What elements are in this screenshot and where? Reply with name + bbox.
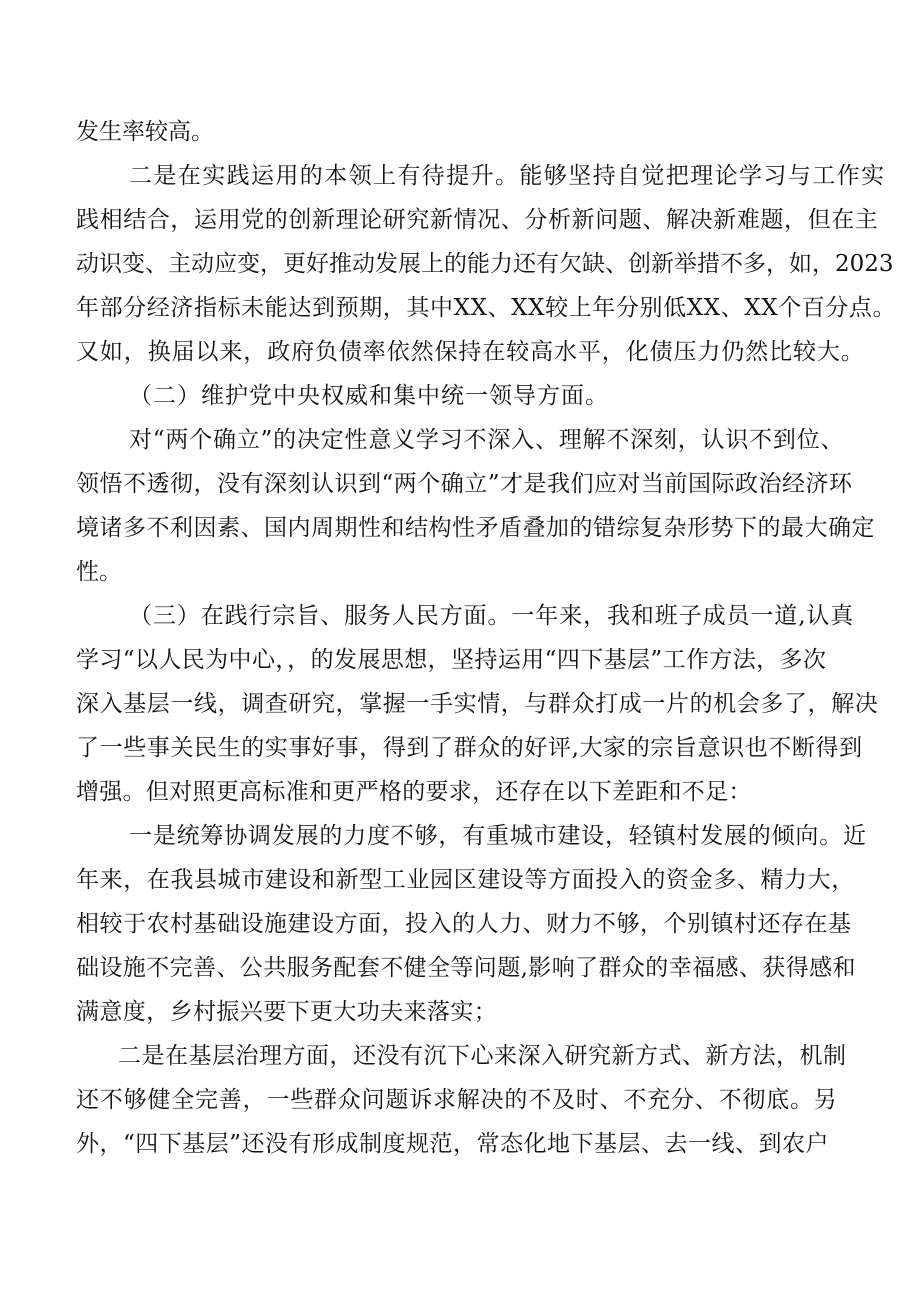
text-line: 境诸多不利因素、国内周期性和结构性矛盾叠加的错综复杂形势下的最大确定 (76, 515, 875, 541)
text-line: 外，“四下基层”还没有形成制度规范，常态化地下基层、去一线、到农户 (76, 1131, 830, 1157)
section-heading: （二）维护党中央权威和集中统一领导方面。 (129, 383, 609, 409)
text-line: 又如，换届以来，政府负债率依然保持在较高水平，化债压力仍然比较大。 (76, 339, 865, 365)
text-line: 还不够健全完善，一些群众问题诉求解决的不及时、不充分、不彻底。另 (76, 1087, 838, 1113)
text-line: 动识变、主动应变，更好推动发展上的能力还有欠缺、创新举措不多，如，2023 (76, 251, 894, 277)
text-line: 对“两个确立”的决定性意义学习不深入、理解不深刻，认识不到位、 (129, 427, 845, 453)
text-line: 深入基层一线，调查研究，掌握一手实情，与群众打成一片的机会多了，解决 (76, 691, 879, 717)
text-line: 二是在实践运用的本领上有待提升。能够坚持自觉把理论学习与工作实 (129, 163, 886, 189)
text-line: 二是在基层治理方面，还没有沉下心来深入研究新方式、新方法，机制 (118, 1043, 847, 1069)
text-line: 学习“以人民为中心，，的发展思想，坚持运用“四下基层”工作方法，多次 (76, 647, 827, 673)
text-line: 践相结合，运用党的创新理论研究新情况、分析新问题、解决新难题，但在主 (76, 207, 879, 233)
text-line: 增强。但对照更高标准和更严格的要求，还存在以下差距和不足： (76, 779, 752, 805)
text-line: 相较于农村基础设施建设方面，投入的人力、财力不够，个别镇村还存在基 (76, 911, 852, 937)
text-line: 满意度，乡村振兴要下更大功夫来落实； (76, 999, 498, 1025)
text-line: 础设施不完善、公共服务配套不健全等问题,影响了群众的幸福感、获得感和 (76, 955, 856, 981)
section-heading: （三）在践行宗旨、服务人民方面。一年来，我和班子成员一道,认真 (129, 603, 855, 629)
text-line: 年部分经济指标未能达到预期，其中XX、XX较上年分别低XX、XX个百分点。 (76, 295, 897, 321)
text-line: 发生率较高。 (76, 119, 214, 145)
text-line: 年来，在我县城市建设和新型工业园区建设等方面投入的资金多、精力大， (76, 867, 855, 893)
text-line: 领悟不透彻，没有深刻认识到“两个确立”才是我们应对当前国际政治经济环 (76, 471, 853, 497)
text-line: 性。 (76, 559, 122, 585)
text-line: 了一些事关民生的实事好事，得到了群众的好评,大家的宗旨意识也不断得到 (76, 735, 863, 761)
text-line: 一是统筹协调发展的力度不够，有重城市建设，轻镇村发展的倾向。近 (129, 823, 867, 849)
